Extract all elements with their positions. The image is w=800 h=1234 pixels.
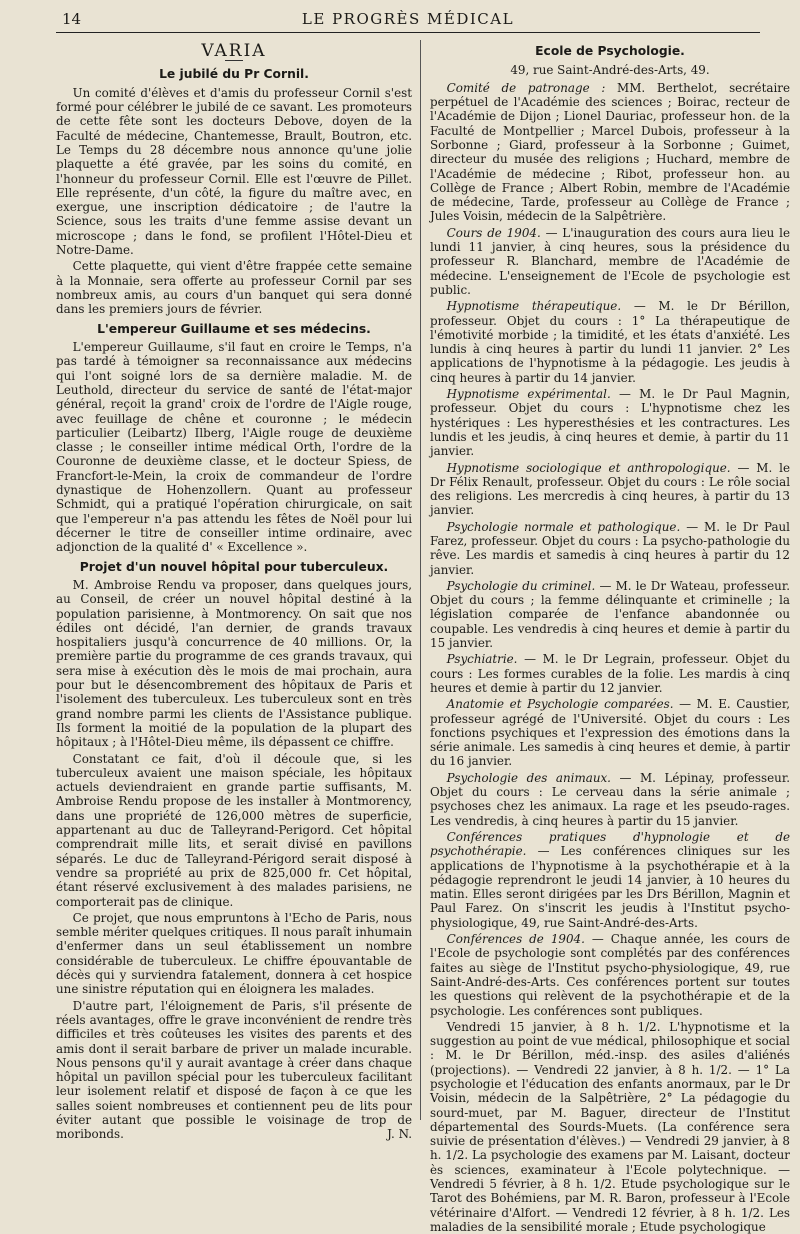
section-title: VARIA [201, 41, 267, 61]
course-text: — M. E. Caustier, professeur agrégé de l'Université. Objet du cours : Les fonctions psychiques et l'expression des émotions dans la série animale. Les samedis à cinq heures et demie, à partir du 16 janvier. [430, 697, 790, 769]
conference-schedule: Vendredi 15 janvier, à 8 h. 1/2. L'hypnotisme et la suggestion au point de vue médical, philosophique et social : M. le Dr Bérillon, méd.-insp. des asiles d'aliénés (projections). — Vendredi 22 janvier, à 8 h. 1/2. — 1° La psychologie et l'éducation des enfants anormaux, par le Dr Voisin, médecin de la Salpêtrière, 2° La pédagogie du sourd-muet, par M. Baguer, directeur de l'Institut départemental des Sourds-Muets. (La conférence sera suivie de présentation d'élèves.) — Vendredi 29 janvier, à 8 h. 1/2. La psychologie des examens par M. Laisant, docteur ès sciences, examinateur à l'Ecole polytechnique. — Vendredi 5 février, à 8 h. 1/2. Etude psychologique sur le Tarot des Bohémiens, par M. R. Baron, professeur à l'Ecole vétérinaire d'Alfort. — Vendredi 12 février, à 8 h. 1/2. Les maladies de la sensibilité morale ; Etude psychologique [430, 1019, 790, 1234]
course-paragraph [430, 226, 790, 297]
course-text: — M. Lépinay, professeur. Objet du cours : Le cerveau dans la série animale ; psychoses chez les animaux. La rage et les pseudo-rages. Les vendredis, à cinq heures à partir du 15 janvier. [430, 770, 790, 828]
course-paragraph [430, 771, 790, 828]
paragraph-text: D'autre part, l'éloignement de Paris, s'il présente de réels avantages, offre le grave inconvénient de rendre très difficiles et très coûteuses les visites des parents et des amis dont il serait barbare de priver un malade incurable. Nous pensons qu'il y aurait avantage à créer dans chaque hôpital un pavillon spécial pour les tuberculeux facilitant leur isolement relatif et disposé de façon à ce que les salles soient nombreuses et contiennent peu de lits pour éviter autant que possible le voisinage de trop de moribonds. [56, 998, 412, 1142]
ecole-address: 49, rue Saint-André-des-Arts, 49. [510, 62, 710, 77]
article-title-cornil: Le jubilé du Pr Cornil. [159, 67, 309, 82]
article-paragraph [56, 999, 412, 1142]
course-text: — M. le Dr Paul Magnin, professeur. Objet du cours : L'hypnotisme chez les hystériques : Les hyperesthésies et les contractures. Les lundis et les jeudis, à cinq heures et demie, à partir du 11 janvier. [430, 387, 790, 459]
article-paragraph: Ce projet, que nous empruntons à l'Echo de Paris, nous semble mériter quelques critiques. Il nous paraît inhumain d'enfermer dans un seul établissement un nombre considérable de tuberculeux. Le chiffre épouvantable de décès qui y surviendra fatalement, donnera à cet hospice une sinistre réputation qui en éloignera les malades. [56, 910, 412, 997]
course-label: Comité de patronage : [446, 80, 606, 95]
course-paragraph [430, 461, 790, 518]
course-text: — M. le Dr Wateau, professeur. Objet du cours ; la femme délinquante et criminelle ; la législation comparée de l'enfance abandonnée ou coupable. Les vendredis à cinq heures et demie à partir du 15 janvier. [430, 578, 790, 651]
course-paragraph [430, 830, 790, 930]
left-column [56, 40, 412, 1142]
course-text: — L'inauguration des cours aura lieu le lundi 11 janvier, à cinq heures, sous la présidence du professeur R. Blanchard, membre de l'Académie de médecine. L'enseignement de l'Ecole de psychologie est public. [430, 225, 790, 297]
page-number: 14 [62, 10, 82, 28]
course-text: — M. le Dr Bérillon, professeur. Objet du cours : 1° La thérapeutique de l'émotivité morbide ; la timidité, et les états d'anxiété. Les lundis à cinq heures à partir du lundi 11 janvier. 2° Les applications de l'hypnotisme à la pédagogie. Les jeudis à cinq heures à partir du 14 janvier. [430, 299, 791, 385]
column-divider [420, 40, 421, 1120]
course-paragraph [430, 579, 790, 650]
article-paragraph: Un comité d'élèves et d'amis du professeur Cornil s'est formé pour célébrer le jubilé de ce savant. Les promoteurs de cette fête sont les docteurs Debove, doyen de la Faculté de médecine, Chantemesse, Brault, Boutron, etc. Le Temps du 28 décembre nous annonce qu'une jolie plaquette a été gravée, par les soins du comité, en l'honneur du professeur Cornil. Elle est l'œuvre de Pillet. Elle représente, d'un côté, la figure du maître avec, en exergue, une inscription dédicatoire ; de l'autre la Science, sous les traits d'une femme assise devant un microscope ; dans le fond, se profilent l'Hôtel-Dieu et Notre-Dame. [56, 85, 412, 258]
course-paragraph [430, 697, 790, 768]
course-paragraph [430, 387, 790, 458]
course-label: Conférences de 1904. [446, 932, 585, 947]
course-paragraph [430, 652, 790, 695]
article-paragraph: M. Ambroise Rendu va proposer, dans quelques jours, au Conseil, de créer un nouvel hôpital destiné à la population parisienne, à Montmorency. On sait que nos édiles ont décidé, l'an dernier, de grands travaux hospitaliers jusqu'à concurrence de 40 millions. Or, la première partie du programme de ces grands travaux, qui sera mise à exécution dès le mois de mai prochain, aura pour but le désencombrement des hôpitaux de Paris et l'isolement des tuberculeux. Les tuberculeux sont en très grand nombre parmi les clients de l'Assistance publique. Ils forment la moitié de la population de la plupart des hôpitaux ; à l'Hôtel-Dieu même, ils dépassent ce chiffre. [56, 578, 412, 750]
course-label: Psychologie du criminel. [446, 578, 596, 593]
article-title-hopital: Projet d'un nouvel hôpital pour tuberculeux. [79, 559, 389, 574]
course-label: Psychologie normale et pathologique. [446, 519, 681, 534]
course-text: — M. le Dr Legrain, professeur. Objet du cours : Les formes curables de la folie. Les mardis à cinq heures et demie à partir du 12 janvier. [430, 652, 790, 695]
course-text: MM. Berthelot, secrétaire perpétuel de l'Académie des sciences ; Boirac, recteur de l'Académie de Dijon ; Lionel Dauriac, professeur hon. de la Faculté de Montpellier ; Marcel Dubois, professeur à la Sorbonne ; Giard, professeur à la Sorbonne ; Guimet, directeur du musée des religions ; Huchard, membre de l'Académie de médecine ; Ribot, professeur hon. au Collège de France ; Albert Robin, membre de l'Académie de médecine, Tarde, professeur au Collège de France ; Jules Voisin, médecin de la Salpêtrière. [430, 80, 790, 224]
course-label: Hypnotisme thérapeutique. [446, 299, 622, 314]
running-title: LE PROGRÈS MÉDICAL [301, 10, 515, 28]
right-column [430, 40, 791, 1234]
course-label: Conférences pratiques d'hypnologie et de psychothérapie. [430, 829, 790, 859]
course-label: Psychologie des animaux. [446, 770, 611, 785]
course-paragraph [430, 299, 790, 385]
course-label: Cours de 1904. [446, 225, 541, 240]
course-paragraph [430, 932, 790, 1018]
article-paragraph: Cette plaquette, qui vient d'être frappée cette semaine à la Monnaie, sera offerte au professeur Cornil par ses nombreux amis, au cours d'un banquet qui sera donné dans les premiers jours de février. [56, 259, 412, 317]
course-label: Psychiatrie. [446, 652, 518, 667]
course-text: — Les conférences cliniques sur les applications de l'hypnotisme à la psychothérapie et à la pédagogie reprendront le jeudi 14 janvier, à 10 heures du matin. Elles seront dirigées par les Drs Bérillon, Magnin et Paul Farez. On s'inscrit les jeudis à l'Institut psycho-physiologique, 49, rue Saint-André-des-Arts. [430, 844, 790, 930]
article-title-ecole: Ecole de Psychologie. [535, 44, 685, 58]
page-header [56, 6, 760, 33]
course-text: — M. le Dr Paul Farez, professeur. Objet du cours : La psycho-pathologie du rêve. Les mardis et samedis à cinq heures à partir du 12 janvier. [430, 519, 790, 577]
course-label: Hypnotisme sociologique et anthropologique. [446, 460, 731, 475]
article-paragraph: Constatant ce fait, d'où il découle que, si les tuberculeux avaient une maison spéciale, les hôpitaux actuels deviendraient en grande partie suffisants, M. Ambroise Rendu propose de les installer à Montmorency, dans une propriété de 126,000 mètres de superficie, appartenant au duc de Talleyrand-Perigord. Cet hôpital comprendrait mille lits, et serait divisé en pavillons séparés. Le duc de Talleyrand-Périgord serait disposé à vendre sa propriété au prix de 825,000 fr. Cet hôpital, étant réservé exclusivement à des malades parisiens, ne comporterait pas de clinique. [56, 751, 412, 909]
course-text: — M. le Dr Félix Renault, professeur. Objet du cours : Le rôle social des religions. Les mercredis à cinq heures, à partir du 13 janvier. [430, 460, 790, 518]
course-paragraph [430, 81, 790, 224]
course-label: Anatomie et Psychologie comparées. [446, 697, 674, 712]
course-text: — Chaque année, les cours de l'Ecole de psychologie sont complétés par des conférences faites au siège de l'Institut psycho-physiologique, 49, rue Saint-André-des-Arts. Ces conférences portent sur toutes les questions qui relèvent de la psychothérapie et de la psychologie. Les conférences sont publiques. [430, 932, 790, 1018]
course-paragraph [430, 520, 790, 577]
signature: J. N. [387, 1127, 412, 1142]
course-label: Hypnotisme expérimental. [446, 387, 611, 402]
article-paragraph: L'empereur Guillaume, s'il faut en croire le Temps, n'a pas tardé à témoigner sa reconnaissance aux médecins qui l'ont soigné lors de sa dernière maladie. M. de Leuthold, directeur du service de santé de l'état-major général, reçoit la grand' croix de l'ordre de l'Aigle rouge, avec feuillage de chêne et couronne ; le médecin particulier (Leibartz) Ilberg, l'Aigle rouge de deuxième classe ; le conseiller intime médical Orth, l'ordre de la Couronne de deuxième classe, et le docteur Spiess, de Francfort-le-Mein, la croix de commandeur de l'ordre dynastique de Hohenzollern. Quant au professeur Schmidt, qui a pratiqué l'opération chirurgicale, on sait que l'empereur n'a pas attendu les fêtes de Noël pour lui décerner le titre de conseiller intime ordinaire, avec adjonction de la qualité d' « Excellence ». [56, 340, 412, 555]
article-title-guillaume: L'empereur Guillaume et ses médecins. [97, 321, 371, 336]
